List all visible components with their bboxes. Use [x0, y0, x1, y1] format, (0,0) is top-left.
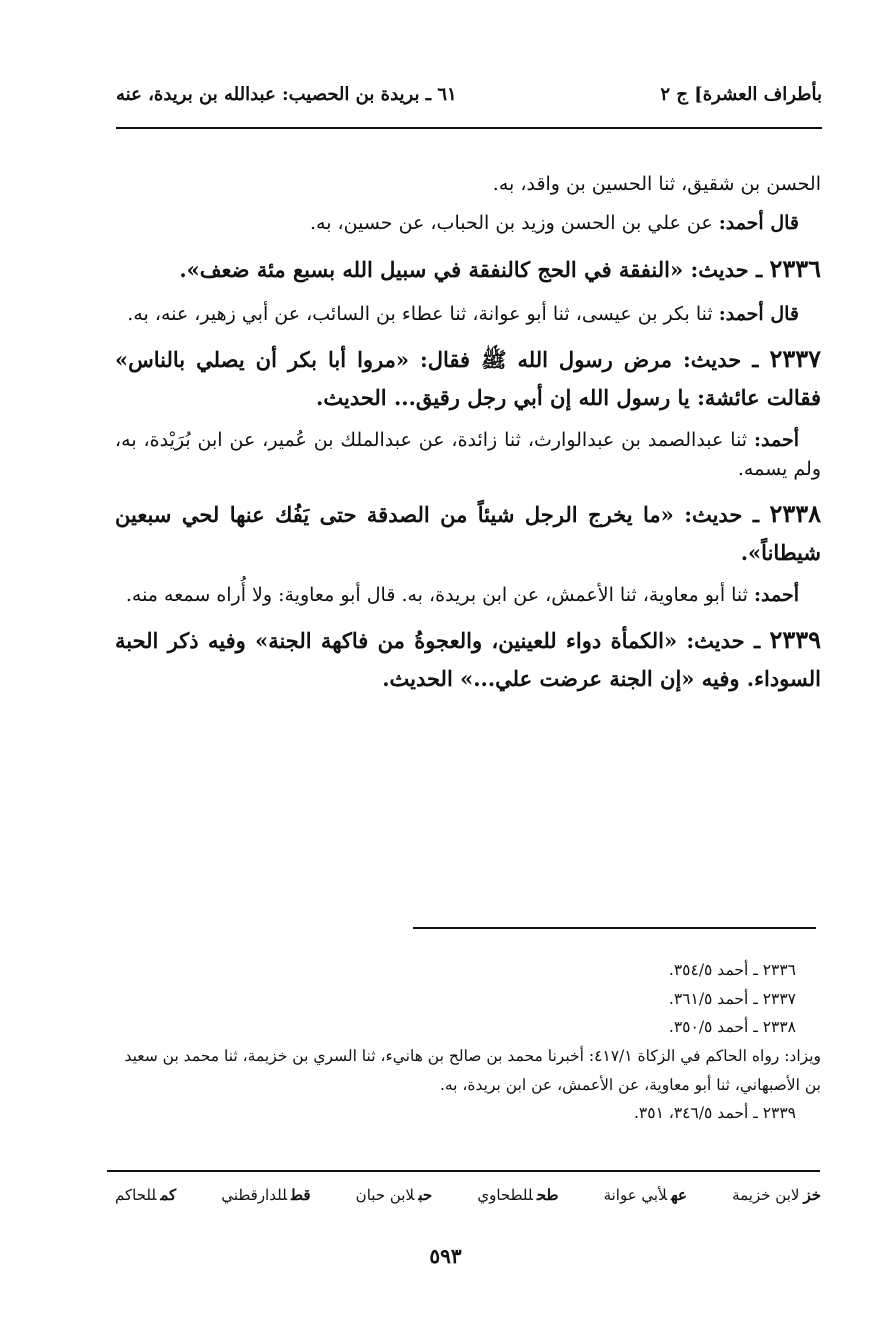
abbreviation-code: كم: [160, 1186, 177, 1204]
hadith-text: ـ حديث: «النفقة في الحج كالنفقة في سبيل الله بسبع مئة ضعف».: [179, 256, 770, 282]
narrator-lead: قال أحمد:: [718, 212, 799, 235]
abbreviation-code: خز: [803, 1186, 821, 1204]
paragraph-text: ثنا بكر بن عيسى، ثنا أبو عوانة، ثنا عطاء بن السائب، عن أبي زهير، عنه، به.: [127, 302, 719, 325]
abbreviation-item: [604, 1186, 687, 1204]
footnotes: [115, 956, 821, 1128]
abbreviation-item: [221, 1186, 310, 1204]
abbreviation-item: [115, 1186, 176, 1204]
abbreviation-key: [115, 1186, 821, 1204]
hadith-text: ـ حديث: مرض رسول الله ﷺ فقال: «مروا أبا بكر أن يصلي بالناس» فقالت عائشة: يا رسول الله إن أبي رجل رقيق... الحديث.: [115, 347, 821, 410]
abbreviation-code: حب: [418, 1186, 433, 1204]
footnote: ٢٣٣٩ ـ أحمد ٣٤٦/٥، ٣٥١.: [633, 1104, 796, 1123]
isnad-paragraph: [115, 426, 821, 485]
abbreviation-rule: [107, 1170, 820, 1172]
paragraph-text: عن علي بن الحسن وزيد بن الحباب، عن حسين، به.: [309, 212, 719, 235]
isnad-paragraph: [115, 581, 821, 610]
page-number: ٥٩٣: [429, 1244, 462, 1268]
abbreviation-item: [356, 1186, 433, 1204]
header-rule: [116, 127, 822, 129]
isnad-paragraph: [115, 209, 821, 238]
footnote: ٢٣٣٨ ـ أحمد ٣٥٠/٥.: [668, 1018, 796, 1037]
abbreviation-label: للدارقطني: [221, 1186, 288, 1204]
abbreviation-item: [732, 1186, 821, 1204]
footnote: ٢٣٣٦ ـ أحمد ٣٥٤/٥.: [668, 961, 796, 979]
abbreviation-item: [477, 1186, 558, 1204]
abbreviation-label: لابن خزيمة: [732, 1186, 800, 1204]
hadith-entry: [115, 249, 821, 290]
footnote: ٢٣٣٧ ـ أحمد ٣٦١/٥.: [668, 989, 796, 1008]
paragraph-text: الحسن بن شقيق، ثنا الحسين بن واقد، به.: [492, 173, 821, 195]
paragraph-text: ثنا أبو معاوية، ثنا الأعمش، عن ابن بريدة، به. قال أبو معاوية: ولا أُراه سمعه منه.: [125, 583, 754, 606]
hadith-number: ٢٣٣٩: [769, 625, 821, 655]
abbreviation-code: قط: [291, 1186, 311, 1204]
running-header: [116, 84, 822, 114]
hadith-number: ٢٣٣٦: [769, 253, 821, 283]
abbreviation-label: للحاكم: [115, 1186, 157, 1204]
abbreviation-label: للطحاوي: [477, 1186, 533, 1204]
narrator-lead: أحمد:: [754, 428, 799, 451]
hadith-text: ـ حديث: «ما يخرج الرجل شيئاً من الصدقة حتى يَفُك عنها لحي سبعين شيطاناً».: [115, 502, 821, 566]
header-volume: بأطراف العشرة] ج ٢: [660, 84, 822, 105]
abbreviation-code: عه: [671, 1186, 687, 1204]
narrator-lead: أحمد:: [754, 583, 799, 606]
hadith-text: ـ حديث: «الكمأة دواء للعينين، والعجوةُ من فاكهة الجنة» وفيه ذكر الحبة السوداء. وفيه «إن الجنة عرضت علي...» الحديث.: [115, 628, 821, 692]
hadith-number: ٢٣٣٧: [769, 344, 821, 374]
paragraph-text: ثنا عبدالصمد بن عبدالوارث، ثنا زائدة، عن عبدالملك بن عُمير، عن ابن بُرَيْدة، به، ولم يسمه.: [115, 428, 821, 481]
abbreviation-label: لابن حبان: [355, 1186, 415, 1204]
main-text: [115, 170, 821, 707]
abbreviation-code: طح: [536, 1186, 559, 1204]
header-chapter: ٦١ ـ بريدة بن الحصيب: عبدالله بن بريدة، عنه: [116, 84, 457, 105]
hadith-entry: [115, 494, 821, 570]
abbreviation-label: لأبي عوانة: [603, 1186, 668, 1204]
hadith-entry: [115, 620, 821, 696]
footnote-separator: [413, 927, 816, 929]
narrator-lead: قال أحمد:: [718, 302, 799, 325]
hadith-entry: [115, 339, 821, 415]
isnad-paragraph: [115, 170, 821, 199]
footnote: ويزاد: رواه الحاكم في الزكاة ٤١٧/١: أخبرنا محمد بن صالح بن هانيء، ثنا السري بن خزيمة، ثنا محمد بن سعيد بن الأصبهاني، ثنا أبو معاوية، عن الأعمش، عن ابن بريدة، به.: [124, 1047, 821, 1094]
hadith-number: ٢٣٣٨: [769, 499, 821, 529]
isnad-paragraph: [115, 300, 821, 329]
